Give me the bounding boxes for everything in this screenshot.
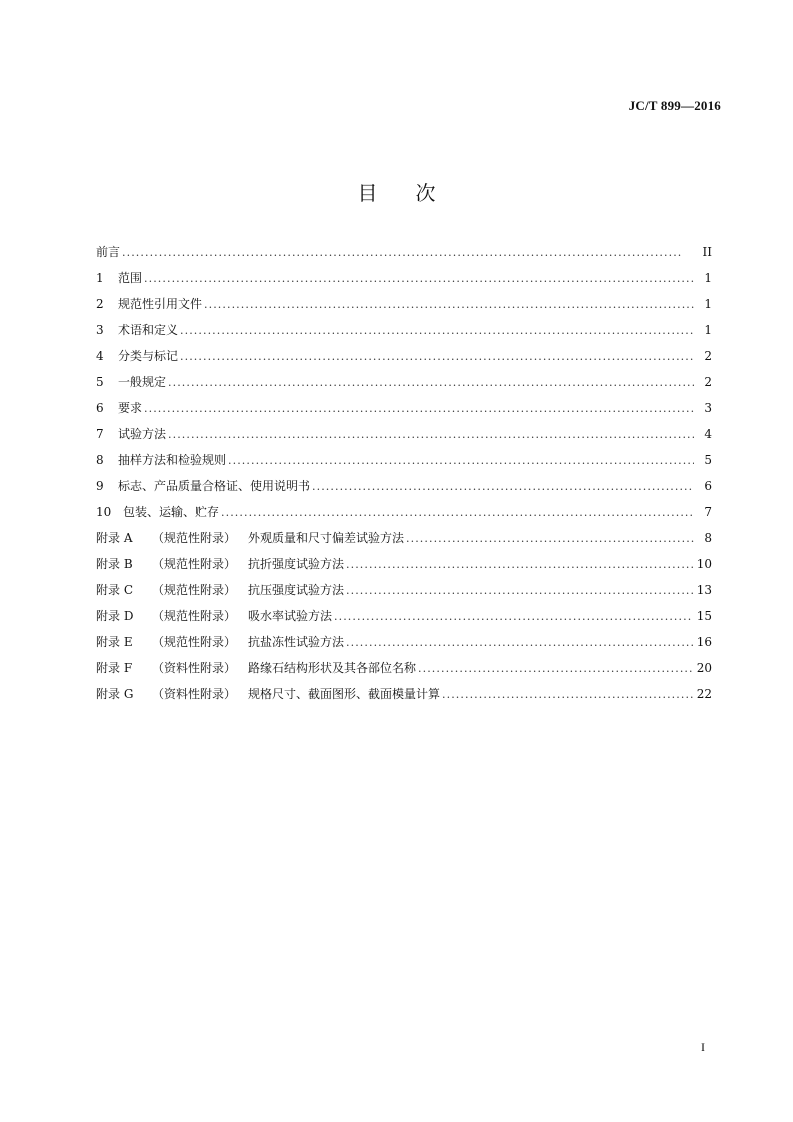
toc-leader-dots [144, 266, 694, 292]
standard-code: JC/T 899—2016 [628, 98, 721, 113]
toc-entry-1[interactable] [96, 265, 712, 291]
toc-entry-foreword[interactable] [96, 239, 712, 265]
toc-entry-appendix-f[interactable] [96, 655, 712, 681]
toc-entry-page: 2 [704, 375, 712, 389]
toc-entry-number: 8 [96, 453, 104, 467]
toc-entry-label: 分类与标记 [118, 349, 179, 363]
toc-leader-dots [346, 630, 693, 656]
toc-appendix-kind: （规范性附录） [152, 635, 237, 649]
page-title [0, 177, 793, 206]
toc-entry-label: 范围 [118, 271, 143, 285]
toc-appendix-kind: （规范性附录） [152, 609, 237, 623]
toc-entry-number: 4 [96, 349, 104, 363]
toc-appendix-number: 附录 F [96, 661, 133, 675]
table-of-contents [96, 239, 712, 707]
toc-entry-label: 标志、产品质量合格证、使用说明书 [118, 479, 311, 493]
toc-leader-dots [168, 422, 694, 448]
toc-appendix-kind: （资料性附录） [152, 661, 237, 675]
toc-leader-dots [346, 552, 693, 578]
toc-entry-page: 10 [696, 557, 712, 571]
toc-leader-dots [312, 474, 694, 500]
toc-entry-8[interactable] [96, 447, 712, 473]
toc-entry-page: 22 [696, 687, 712, 701]
toc-entry-3[interactable] [96, 317, 712, 343]
toc-entry-label: 试验方法 [118, 427, 167, 441]
toc-entry-label: 术语和定义 [118, 323, 179, 337]
toc-entry-label: 规格尺寸、截面图形、截面模量计算 [248, 687, 441, 701]
toc-entry-number: 1 [96, 271, 104, 285]
toc-entry-appendix-b[interactable] [96, 551, 712, 577]
toc-entry-page: 2 [704, 349, 712, 363]
toc-entry-label: 规范性引用文件 [118, 297, 203, 311]
toc-appendix-number: 附录 C [96, 583, 133, 597]
toc-leader-dots [168, 370, 694, 396]
toc-entry-label: 吸水率试验方法 [248, 609, 333, 623]
toc-entry-5[interactable] [96, 369, 712, 395]
toc-appendix-number: 附录 A [96, 531, 133, 545]
toc-leader-dots [406, 526, 694, 552]
toc-entry-number: 6 [96, 401, 104, 415]
toc-entry-9[interactable] [96, 473, 712, 499]
toc-entry-page: 20 [696, 661, 712, 675]
toc-leader-dots [228, 448, 694, 474]
toc-entry-appendix-a[interactable] [96, 525, 712, 551]
toc-appendix-kind: （规范性附录） [152, 531, 237, 545]
toc-leader-dots [144, 396, 694, 422]
toc-entry-appendix-d[interactable] [96, 603, 712, 629]
toc-leader-dots [334, 604, 693, 630]
toc-entry-page: 1 [704, 297, 712, 311]
toc-entry-number: 7 [96, 427, 104, 441]
toc-entry-label: 包装、运输、贮存 [123, 505, 220, 519]
toc-entry-label: 抗折强度试验方法 [248, 557, 345, 571]
toc-entry-4[interactable] [96, 343, 712, 369]
toc-appendix-number: 附录 E [96, 635, 133, 649]
toc-entry-6[interactable] [96, 395, 712, 421]
toc-entry-page: II [702, 245, 712, 259]
toc-leader-dots [346, 578, 693, 604]
toc-leader-dots [180, 318, 694, 344]
toc-leader-dots [221, 500, 694, 526]
toc-entry-page: 15 [696, 609, 712, 623]
toc-entry-label: 抽样方法和检验规则 [118, 453, 227, 467]
toc-entry-number: 3 [96, 323, 104, 337]
toc-appendix-kind: （资料性附录） [152, 687, 237, 701]
toc-entry-label: 抗压强度试验方法 [248, 583, 345, 597]
toc-entry-appendix-e[interactable] [96, 629, 712, 655]
toc-entry-2[interactable] [96, 291, 712, 317]
toc-leader-dots [122, 240, 694, 266]
toc-entry-label: 一般规定 [118, 375, 167, 389]
toc-appendix-number: 附录 B [96, 557, 133, 571]
toc-appendix-number: 附录 G [96, 687, 134, 701]
toc-entry-appendix-g[interactable] [96, 681, 712, 707]
toc-entry-page: 8 [704, 531, 712, 545]
toc-appendix-kind: （规范性附录） [152, 557, 237, 571]
toc-entry-page: 5 [704, 453, 712, 467]
toc-entry-page: 1 [704, 271, 712, 285]
title-char-2: 次 [415, 181, 436, 205]
toc-leader-dots [180, 344, 694, 370]
toc-entry-page: 1 [704, 323, 712, 337]
toc-entry-page: 3 [704, 401, 712, 415]
toc-entry-label: 抗盐冻性试验方法 [248, 635, 345, 649]
toc-entry-page: 7 [704, 505, 712, 519]
toc-entry-label: 路缘石结构形状及其各部位名称 [248, 661, 417, 675]
toc-entry-page: 6 [704, 479, 712, 493]
toc-entry-label: 前言 [96, 245, 121, 259]
toc-entry-page: 13 [696, 583, 712, 597]
toc-entry-appendix-c[interactable] [96, 577, 712, 603]
toc-entry-10[interactable] [96, 499, 712, 525]
toc-entry-label: 要求 [118, 401, 143, 415]
toc-entry-number: 5 [96, 375, 104, 389]
toc-entry-7[interactable] [96, 421, 712, 447]
toc-entry-label: 外观质量和尺寸偏差试验方法 [248, 531, 405, 545]
toc-leader-dots [204, 292, 694, 318]
toc-entry-page: 16 [696, 635, 712, 649]
toc-appendix-number: 附录 D [96, 609, 134, 623]
toc-entry-number: 2 [96, 297, 104, 311]
toc-entry-number: 9 [96, 479, 104, 493]
page-number: I [701, 1040, 705, 1054]
toc-entry-page: 4 [704, 427, 712, 441]
toc-leader-dots [418, 656, 693, 682]
toc-appendix-kind: （规范性附录） [152, 583, 237, 597]
toc-entry-number: 10 [96, 505, 112, 519]
title-char-1: 目 [357, 181, 378, 205]
toc-leader-dots [442, 682, 693, 708]
